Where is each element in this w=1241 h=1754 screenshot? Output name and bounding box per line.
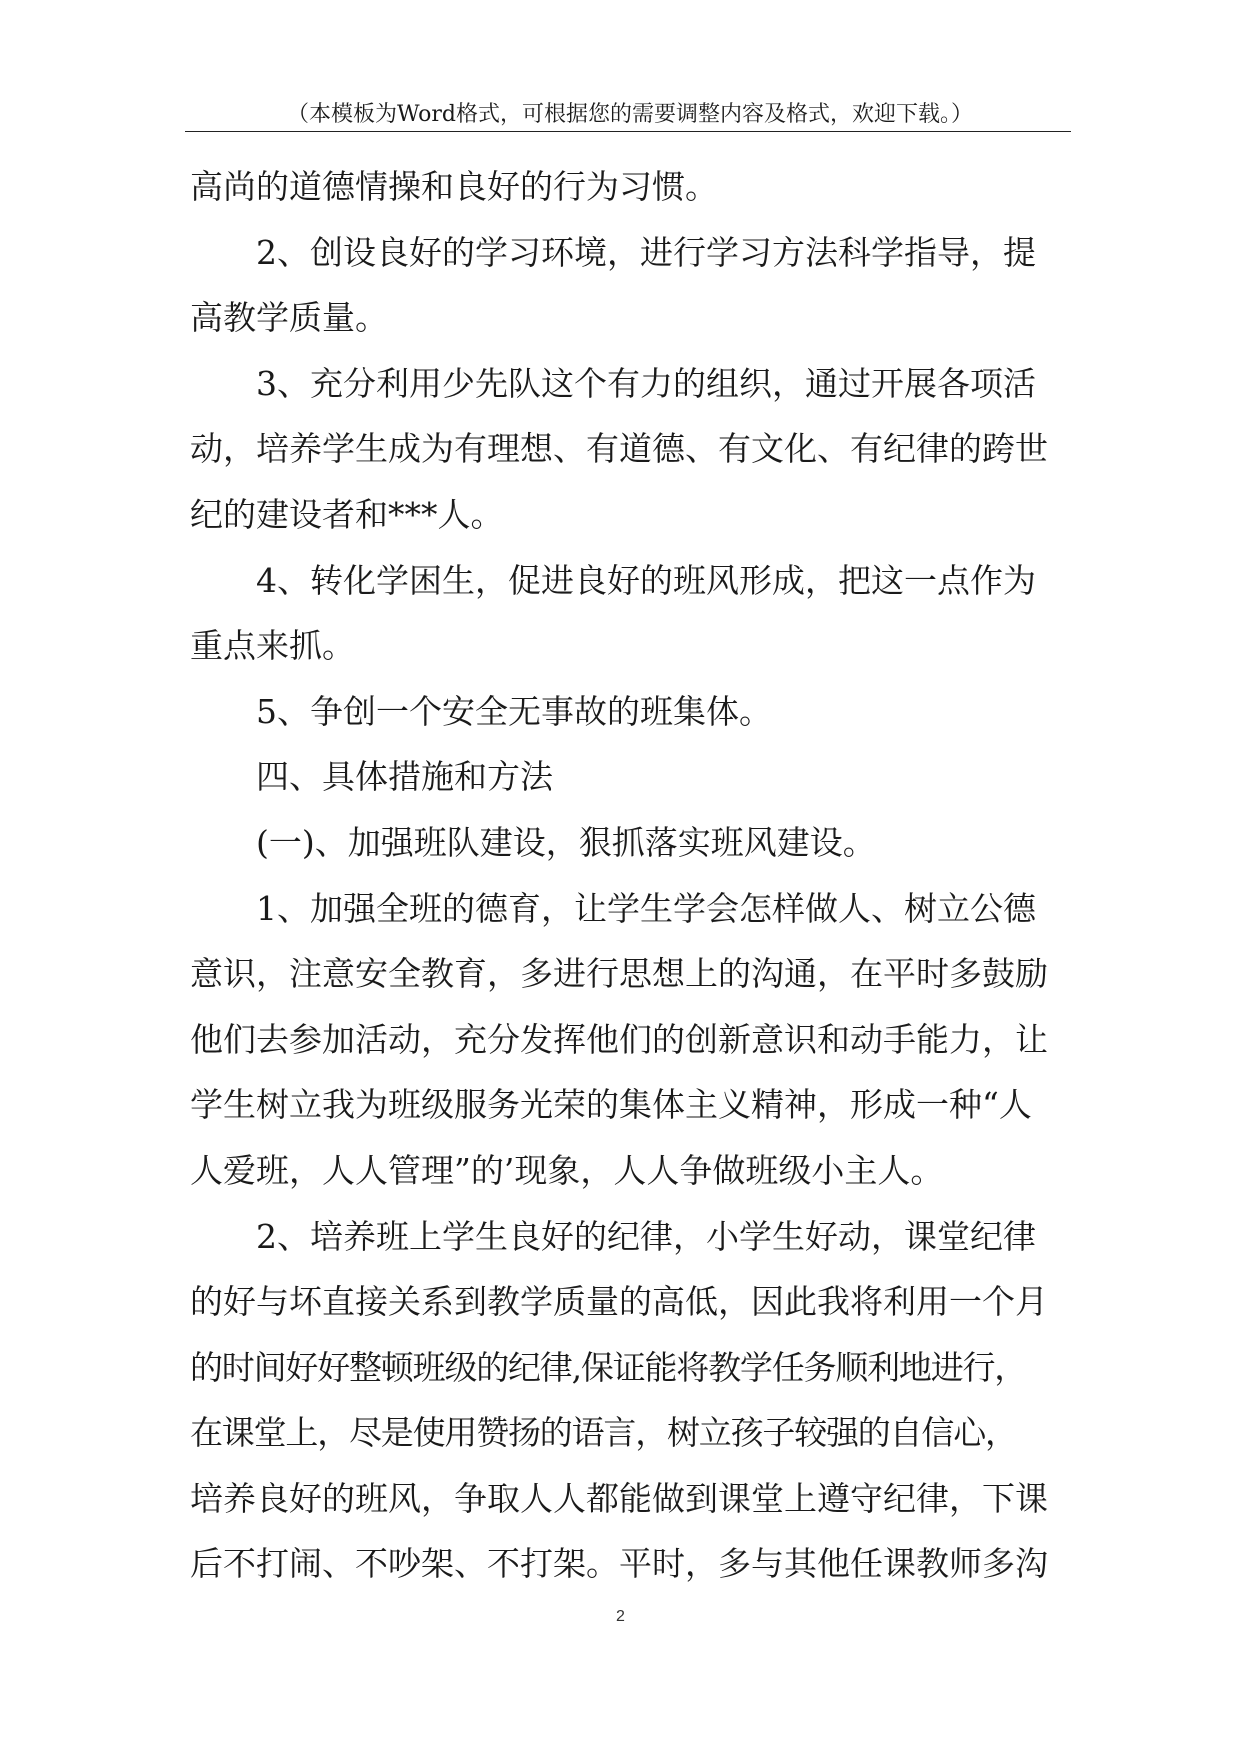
- paragraph-line: 他们去参加活动，充分发挥他们的创新意识和动手能力，让: [190, 1019, 1048, 1059]
- page-number: 2: [616, 1608, 625, 1625]
- paragraph-line: 纪的建设者和***人。: [190, 494, 504, 534]
- paragraph-line: 动，培养学生成为有理想、有道德、有文化、有纪律的跨世: [190, 429, 1048, 469]
- paragraph-line: 2、创设良好的学习环境，进行学习方法科学指导，提: [256, 232, 1036, 272]
- paragraph-line: 1、加强全班的德育，让学生学会怎样做人、树立公德: [256, 888, 1036, 928]
- paragraph-line: 高尚的道德情操和良好的行为习惯。: [190, 167, 718, 206]
- page-header: （本模板为Word格式，可根据您的需要调整内容及格式，欢迎下载。）: [287, 102, 973, 127]
- paragraph-line: 意识，注意安全教育，多进行思想上的沟通，在平时多鼓励: [190, 954, 1048, 994]
- paragraph-line: 重点来抓。: [190, 626, 355, 666]
- paragraph-line: 培养良好的班风，争取人人都能做到课堂上遵守纪律，下课: [190, 1478, 1048, 1518]
- paragraph-line: 人爱班，人人管理”的’现象，人人争做班级小主人。: [190, 1150, 944, 1190]
- paragraph-line: 后不打闹、不吵架、不打架。平时，多与其他任课教师多沟: [190, 1544, 1048, 1584]
- section-heading: 四、具体措施和方法: [256, 757, 553, 797]
- paragraph-line: 的时间好好整顿班级的纪律,保证能将教学任务顺利地进行，: [190, 1347, 1027, 1387]
- paragraph-line: 高教学质量。: [190, 298, 388, 338]
- paragraph-line: 3、充分利用少先队这个有力的组织，通过开展各项活: [256, 363, 1036, 403]
- paragraph-line: 4、转化学困生，促进良好的班风形成，把这一点作为: [256, 560, 1036, 600]
- subsection-heading: (一)、加强班队建设，狠抓落实班风建设。: [256, 822, 876, 862]
- paragraph-line: 学生树立我为班级服务光荣的集体主义精神，形成一种“人: [190, 1085, 1032, 1125]
- paragraph-line: 的好与坏直接关系到教学质量的高低，因此我将利用一个月: [190, 1282, 1048, 1322]
- body-text: [190, 154, 1070, 1597]
- header-divider: [185, 131, 1071, 132]
- paragraph-line: 5、争创一个安全无事故的班集体。: [256, 691, 772, 731]
- paragraph-line: 2、培养班上学生良好的纪律，小学生好动，课堂纪律: [256, 1216, 1036, 1256]
- paragraph-line: 在课堂上，尽是使用赞扬的语言，树立孩子较强的自信心，: [190, 1413, 1017, 1453]
